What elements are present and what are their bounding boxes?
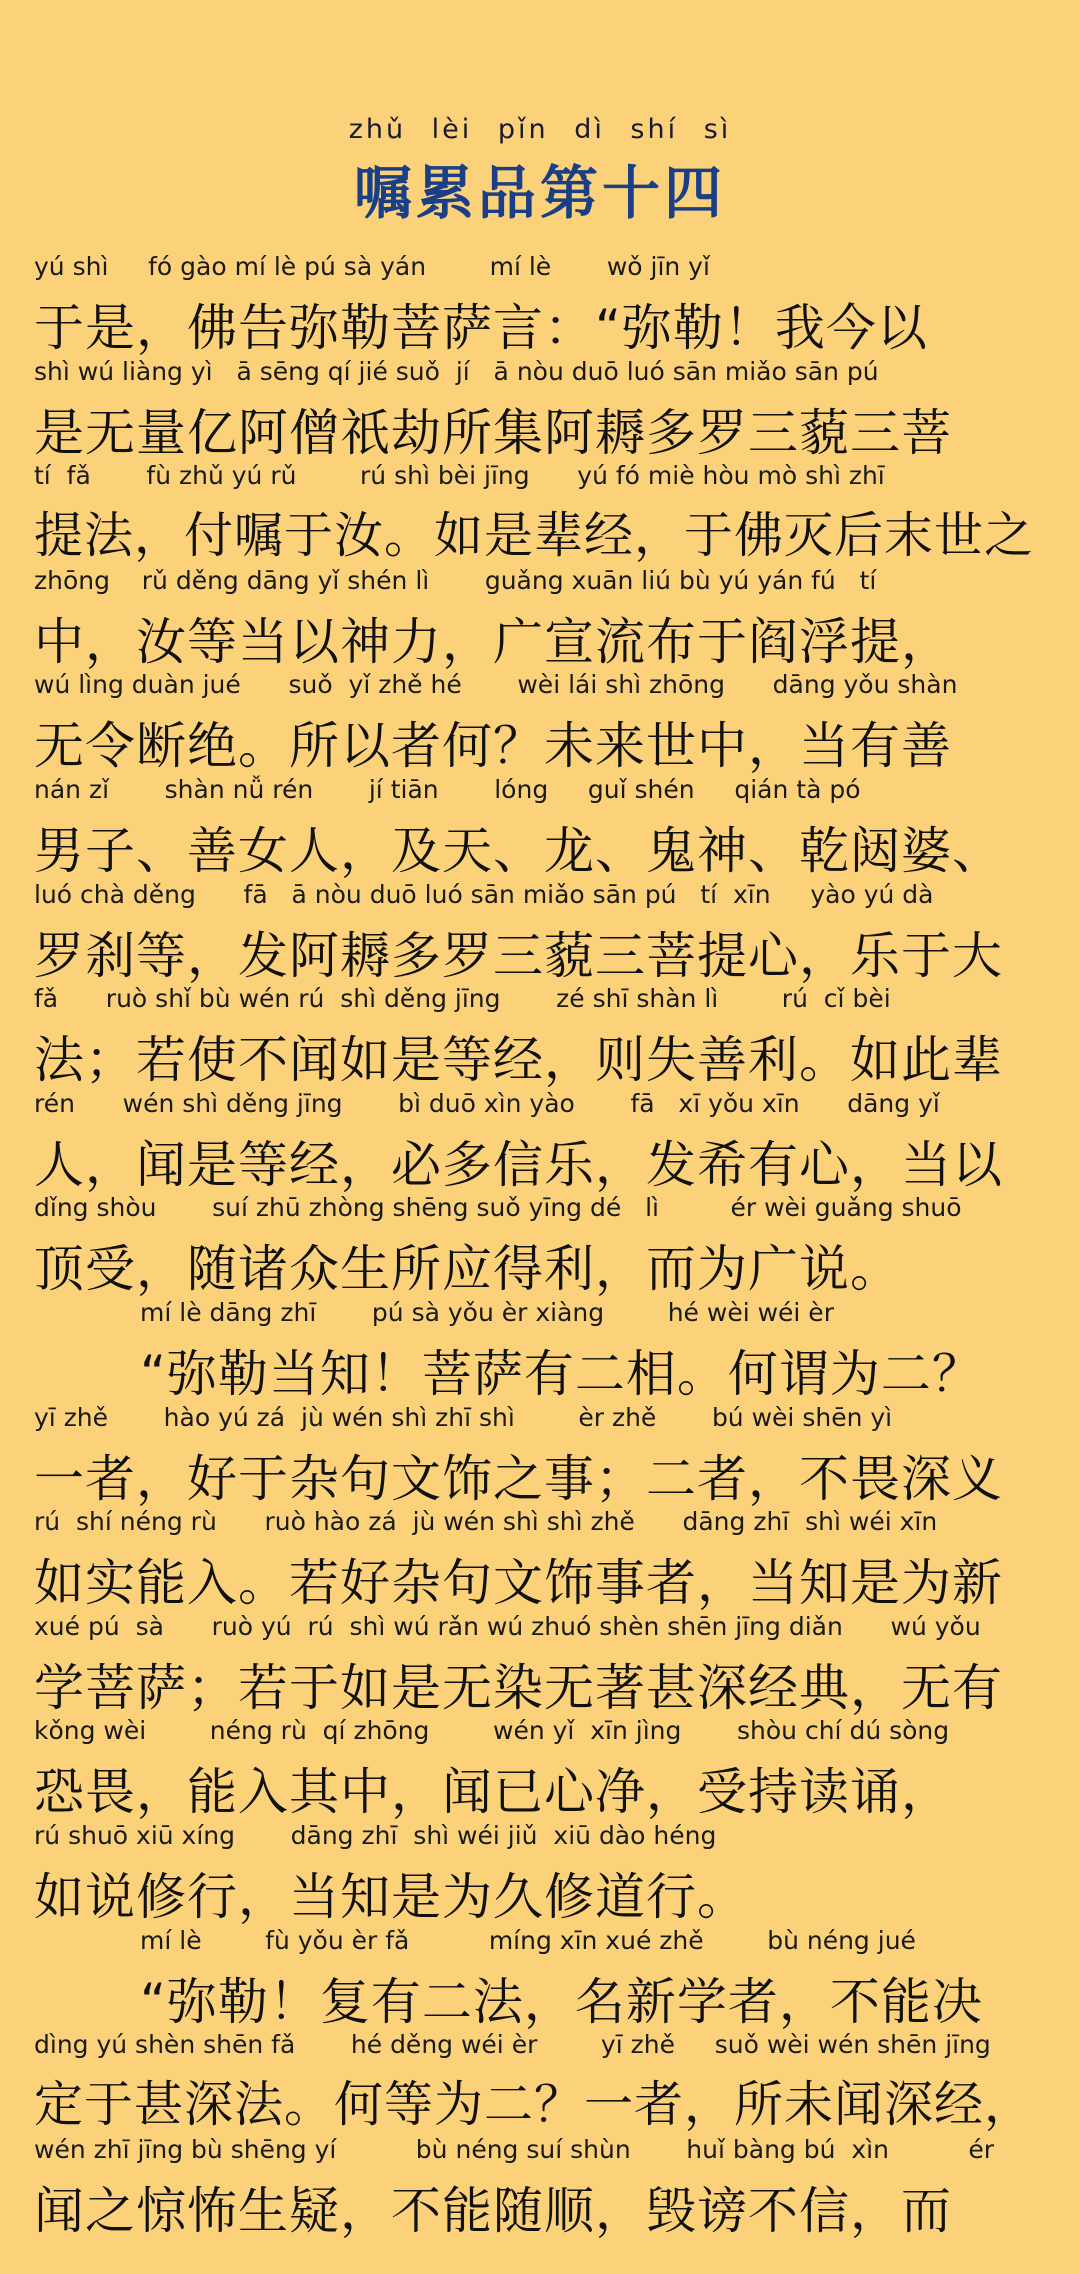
pinyin-line: xué pú sà ruò yú rú shì wú rǎn wú zhuó shèn shēn jīng diǎn wú yǒu <box>34 1611 981 1641</box>
pinyin-line: fǎ ruò shǐ bù wén rú shì děng jīng zé shī shàn lì rú cǐ bèi <box>34 984 891 1014</box>
hanzi-line: 如说修行，当知是为久修道行。 <box>34 1867 748 1926</box>
hanzi-line: 人，闻是等经，必多信乐，发希有心，当以 <box>34 1135 1003 1194</box>
text-line <box>34 666 1046 776</box>
text-body <box>34 248 1046 2240</box>
hanzi-line: 如实能入。若好杂句文饰事者，当知是为新 <box>34 1554 1003 1613</box>
pinyin-line: mí lè dāng zhī pú sà yǒu èr xiàng hé wèi wéi èr <box>140 1297 834 1327</box>
text-line <box>34 1712 1046 1822</box>
text-line <box>34 876 1046 985</box>
text-line <box>34 1817 1046 1926</box>
pinyin-line: wú lìng duàn jué suǒ yǐ zhě hé wèi lái shì zhōng dāng yǒu shàn <box>34 670 958 700</box>
hanzi-line: 定于甚深法。何等为二？一者，所未闻深经， <box>34 2076 1035 2134</box>
pinyin-line: rú shuō xiū xíng dāng zhī shì wéi jiǔ xiū dào héng <box>34 1820 717 1850</box>
hanzi-line: “弥勒当知！菩萨有二相。何谓为二？ <box>140 1344 983 1403</box>
text-line <box>34 2131 1046 2240</box>
hanzi-line: 法；若使不闻如是等经，则失善利。如此辈 <box>34 1031 1003 1090</box>
hanzi-line: 闻之惊怖生疑，不能随顺，毁谤不信，而 <box>34 2181 952 2240</box>
pinyin-line: kǒng wèi néng rù qí zhōng wén yǐ xīn jìng shòu chí dú sòng <box>34 1716 950 1746</box>
pinyin-line: yī zhě hào yú zá jù wén shì zhī shì èr zhě bú wèi shēn yì <box>34 1402 893 1432</box>
text-line <box>34 1189 1046 1299</box>
pinyin-line: shì wú liàng yì ā sēng qí jié suǒ jí ā nòu duō luó sān miǎo sān pú <box>34 356 879 386</box>
hanzi-line: 于是，佛告弥勒菩萨言：“弥勒！我今以 <box>34 299 928 357</box>
title-pinyin: zhǔ lèi pǐn dì shí sì <box>348 114 732 145</box>
text-line <box>34 248 1046 357</box>
pinyin-line: rú shí néng rù ruò hào zá jù wén shì shì zhě dāng zhī shì wéi xīn <box>34 1507 938 1537</box>
pinyin-line: wén zhī jīng bù shēng yí bù néng suí shùn huǐ bàng bú xìn ér <box>34 2134 995 2164</box>
pinyin-line: zhōng rǔ děng dāng yǐ shén lì guǎng xuān liú bù yú yán fú tí <box>34 565 877 595</box>
text-line <box>34 2026 1046 2134</box>
hanzi-line: 中，汝等当以神力，广宣流布于阎浮提， <box>34 612 952 671</box>
hanzi-line: 学菩萨；若于如是无染无著甚深经典，无有 <box>34 1658 1003 1717</box>
hanzi-line: 男子、善女人，及天、龙、鬼神、乾闼婆、 <box>34 821 1003 880</box>
chapter-title: 嘱累品第十四 <box>353 159 726 227</box>
hanzi-line: 罗刹等，发阿耨多罗三藐三菩提心，乐于大 <box>34 926 1003 985</box>
text-line <box>34 980 1046 1090</box>
pinyin-line: rén wén shì děng jīng bì duō xìn yào fā xī yǒu xīn dāng yǐ <box>34 1088 940 1118</box>
hanzi-line: 无令断绝。所以者何？未来世中，当有善 <box>34 717 952 776</box>
pinyin-line: yú shì fó gào mí lè pú sà yán mí lè wǒ jīn yǐ <box>34 252 710 281</box>
text-line <box>34 1608 1046 1717</box>
pinyin-line: dìng yú shèn shēn fǎ hé děng wéi èr yī zhě suǒ wèi wén shēn jīng <box>34 2030 991 2060</box>
pinyin-line: luó chà děng fā ā nòu duō luó sān miǎo sān pú tí xīn yào yú dà <box>34 879 934 909</box>
text-line <box>34 1294 1046 1403</box>
hanzi-line: 一者，好于杂句文饰之事；二者，不畏深义 <box>34 1449 1003 1508</box>
hanzi-line: 恐畏，能入其中，闻已心净，受持读诵， <box>34 1763 952 1822</box>
text-line <box>34 1922 1046 2031</box>
text-line <box>34 1399 1046 1508</box>
hanzi-line: 是无量亿阿僧祇劫所集阿耨多罗三藐三菩 <box>34 403 952 462</box>
text-line <box>34 457 1046 565</box>
hanzi-line: 顶受，随诸众生所应得利，而为广说。 <box>34 1240 901 1299</box>
pinyin-line: mí lè fù yǒu èr fǎ míng xīn xué zhě bù néng jué <box>140 1925 916 1955</box>
pinyin-line: nán zǐ shàn nǚ rén jí tiān lóng guǐ shén qián tà pó <box>34 774 861 804</box>
hanzi-line: 提法，付嘱于汝。如是辈经，于佛灭后末世之 <box>34 507 1035 565</box>
pinyin-line: dǐng shòu suí zhū zhòng shēng suǒ yīng dé lì ér wèi guǎng shuō <box>34 1193 962 1223</box>
pinyin-line: tí fǎ fù zhǔ yú rǔ rú shì bèi jīng yú fó miè hòu mò shì zhī <box>34 461 885 491</box>
text-line <box>34 1503 1046 1613</box>
text-line <box>34 1085 1046 1194</box>
hanzi-line: “弥勒！复有二法，名新学者，不能决 <box>140 1972 983 2031</box>
text-line <box>34 562 1046 671</box>
text-line <box>34 353 1046 462</box>
text-line <box>34 771 1046 880</box>
